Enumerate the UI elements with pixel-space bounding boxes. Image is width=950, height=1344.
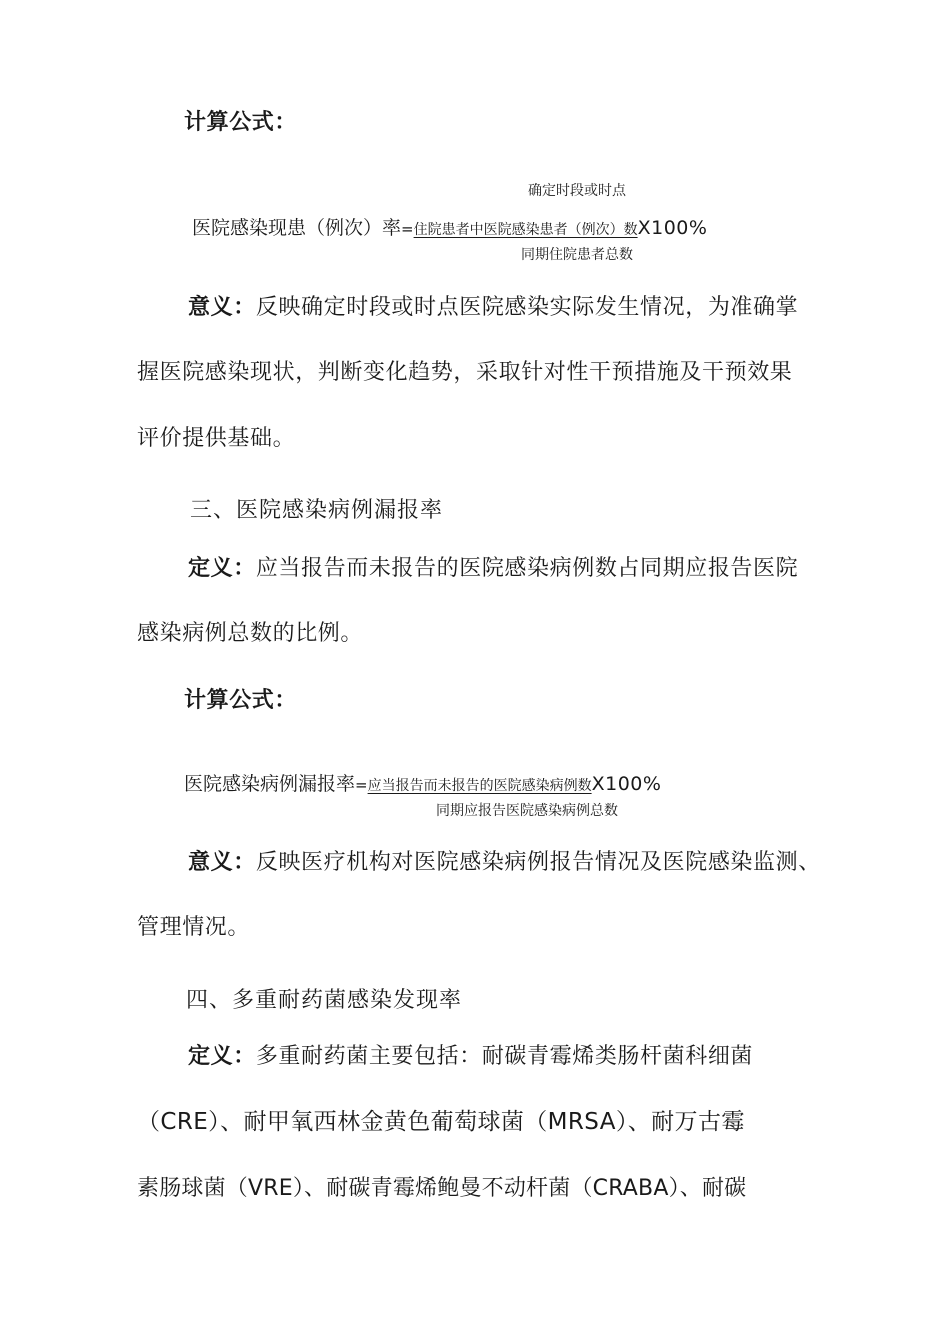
formula-lhs: 医院感染病例漏报率 [184, 773, 356, 795]
definition-label: 定义： [188, 556, 256, 581]
formula-prevalence-rate [192, 215, 707, 243]
formula-equals: = [401, 220, 414, 238]
definition-paragraph-line [188, 554, 798, 584]
formula-multiplier: X100% [591, 773, 662, 795]
formula-label: 计算公式： [184, 110, 298, 135]
meaning-paragraph-line: 管理情况。 [137, 915, 251, 940]
meaning-paragraph-line: 握医院感染现状，判断变化趋势，采取针对性干预措施及干预效果 [137, 360, 793, 385]
meaning-label: 意义： [188, 295, 256, 320]
meaning-text: 反映确定时段或时点医院感染实际发生情况，为准确掌 [255, 295, 799, 320]
formula-lhs: 医院感染现患（例次）率 [192, 217, 402, 239]
meaning-paragraph-line: 评价提供基础。 [137, 426, 296, 451]
meaning-text: 反映医疗机构对医院感染病例报告情况及医院感染监测、 [255, 850, 821, 875]
definition-label: 定义： [188, 1044, 256, 1069]
formula-label: 计算公式： [184, 688, 298, 713]
definition-text: 应当报告而未报告的医院感染病例数占同期应报告医院 [255, 556, 799, 581]
formula-denominator: 同期住院患者总数 [521, 247, 633, 263]
meaning-paragraph-line [188, 848, 821, 878]
formula-underreport-rate [184, 771, 661, 799]
formula-numerator: 应当报告而未报告的医院感染病例数 [367, 778, 592, 794]
definition-paragraph-line [188, 1042, 753, 1072]
formula-denominator: 同期应报告医院感染病例总数 [436, 803, 618, 819]
definition-paragraph-line: 感染病例总数的比例。 [137, 621, 364, 646]
section-heading: 三、医院感染病例漏报率 [190, 498, 444, 523]
formula-multiplier: X100% [637, 217, 708, 239]
formula-equals: = [355, 776, 368, 794]
definition-paragraph-line: （CRE）、耐甲氧西林金黄色葡萄球菌（MRSA）、耐万古霉 [137, 1109, 745, 1135]
definition-text: 多重耐药菌主要包括：耐碳青霉烯类肠杆菌科细菌 [255, 1044, 754, 1069]
meaning-label: 意义： [188, 850, 256, 875]
formula-top-note: 确定时段或时点 [528, 183, 626, 199]
definition-paragraph-line: 素肠球菌（VRE）、耐碳青霉烯鲍曼不动杆菌（CRABA）、耐碳 [137, 1176, 747, 1201]
formula-numerator: 住院患者中医院感染患者（例次）数 [413, 222, 638, 238]
meaning-paragraph-line [188, 293, 798, 323]
section-heading: 四、多重耐药菌感染发现率 [186, 988, 463, 1013]
